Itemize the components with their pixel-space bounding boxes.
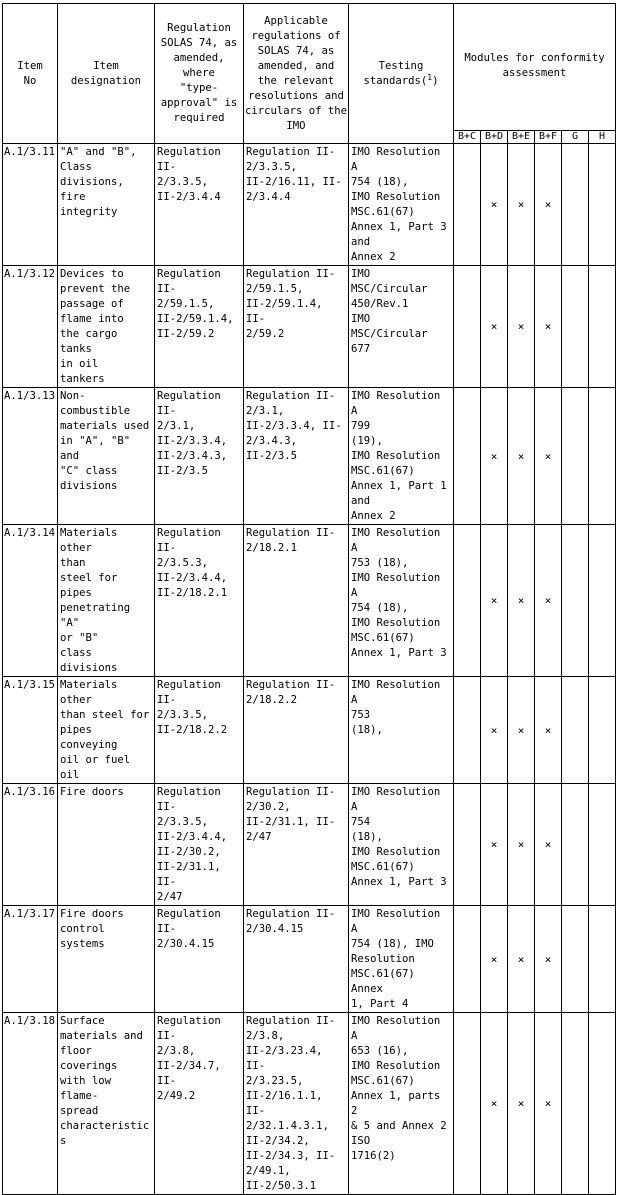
testing-standards-cell: IMO Resolution A 653 (16), IMO Resolution MSC.61(67) Annex 1, parts 2 & 5 and Annex 2 ISO 1716(2) (349, 1013, 454, 1195)
module-cell (589, 784, 616, 906)
cross-mark-icon: × (544, 723, 552, 737)
module-cell (454, 266, 481, 388)
header-modules: Modules for conformity assessment (454, 4, 616, 131)
cross-mark-icon: × (490, 952, 498, 966)
module-cell (535, 266, 562, 388)
module-cell (562, 388, 589, 525)
item-no-cell: A.1/3.11 (3, 144, 58, 266)
module-cell (508, 388, 535, 525)
applicable-regulations-cell: Regulation II- 2/3.1, II-2/3.3.4, II- 2/3.4.3, II-2/3.5 (244, 388, 349, 525)
item-no-cell: A.1/3.16 (3, 784, 58, 906)
cross-mark-icon: × (544, 1097, 552, 1110)
applicable-regulations-cell: Regulation II- 2/59.1.5, II-2/59.1.4, II- 2/59.2 (244, 266, 349, 388)
module-cell (508, 525, 535, 677)
testing-standards-cell: IMO Resolution A 799 (19), IMO Resolution MSC.61(67) Annex 1, Part 1 and Annex 2 (349, 388, 454, 525)
regulation-cell: Regulation II- 2/3.8, II-2/34.7, II- 2/49.2 (155, 1013, 244, 1195)
table-row (3, 906, 616, 1013)
cross-mark-icon: × (517, 320, 525, 333)
table-row (3, 388, 616, 525)
item-no-cell: A.1/3.17 (3, 906, 58, 1013)
item-designation-cell: Devices to prevent the passage of flame into the cargo tanks in oil tankers (58, 266, 155, 388)
module-cell (535, 388, 562, 525)
item-designation-cell: Surface materials and floor coverings with low flame- spread characteristics (58, 1013, 155, 1195)
table-row (3, 784, 616, 906)
item-designation-cell: Materials other than steel for pipes conveying oil or fuel oil (58, 677, 155, 784)
applicable-regulations-cell: Regulation II- 2/18.2.2 (244, 677, 349, 784)
testing-standards-cell: IMO MSC/Circular 450/Rev.1 IMO MSC/Circular 677 (349, 266, 454, 388)
regulation-cell: Regulation II- 2/30.4.15 (155, 906, 244, 1013)
testing-standards-cell: IMO Resolution A 754 (18), IMO Resolution MSC.61(67) Annex 1, Part 3 and Annex 2 (349, 144, 454, 266)
cross-mark-icon: × (517, 1097, 525, 1110)
module-cell (508, 677, 535, 784)
cross-mark-icon: × (544, 952, 552, 966)
header-applicable-regulations: Applicable regulations of SOLAS 74, as amended, and the relevant resolutions and circulars of the IMO (244, 4, 349, 144)
header-item-designation: Item designation (58, 4, 155, 144)
table-row (3, 525, 616, 677)
module-cell (481, 906, 508, 1013)
module-cell (454, 1013, 481, 1195)
table-row (3, 1013, 616, 1195)
cross-mark-icon: × (490, 320, 498, 333)
module-cell (589, 1013, 616, 1195)
regulation-cell: Regulation II- 2/3.3.5, II-2/3.4.4 (155, 144, 244, 266)
table-row (3, 144, 616, 266)
module-cell (535, 906, 562, 1013)
module-cell (481, 784, 508, 906)
module-cell (454, 525, 481, 677)
item-designation-cell: Non-combustible materials used in "A", "B" and "C" class divisions (58, 388, 155, 525)
item-no-cell: A.1/3.13 (3, 388, 58, 525)
cross-mark-icon: × (544, 449, 552, 463)
cross-mark-icon: × (517, 838, 525, 851)
module-cell (508, 784, 535, 906)
module-cell (508, 1013, 535, 1195)
module-cell (481, 677, 508, 784)
cross-mark-icon: × (490, 723, 498, 737)
table-body (3, 144, 616, 1195)
module-label-bc: B+C (454, 131, 481, 144)
cross-mark-icon: × (544, 594, 552, 607)
cross-mark-icon: × (490, 838, 498, 851)
module-cell (562, 906, 589, 1013)
module-cell (454, 784, 481, 906)
module-cell (454, 906, 481, 1013)
testing-standards-cell: IMO Resolution A 753 (18), IMO Resolution A 754 (18), IMO Resolution MSC.61(67) Annex 1, Part 3 (349, 525, 454, 677)
item-designation-cell: Materials other than steel for pipes penetrating "A" or "B" class divisions (58, 525, 155, 677)
module-cell (508, 906, 535, 1013)
item-designation-cell: Fire doors (58, 784, 155, 906)
module-cell (589, 144, 616, 266)
module-cell (508, 144, 535, 266)
module-cell (589, 525, 616, 677)
module-label-bd: B+D (481, 131, 508, 144)
module-cell (481, 388, 508, 525)
module-cell (508, 266, 535, 388)
applicable-regulations-cell: Regulation II- 2/3.3.5, II-2/16.11, II- 2/3.4.4 (244, 144, 349, 266)
module-cell (589, 266, 616, 388)
header-item-no: Item No (3, 4, 58, 144)
module-cell (589, 388, 616, 525)
regulation-cell: Regulation II- 2/3.1, II-2/3.3.4, II-2/3.4.3, II-2/3.5 (155, 388, 244, 525)
item-no-cell: A.1/3.14 (3, 525, 58, 677)
regulation-cell: Regulation II- 2/3.5.3, II-2/3.4.4, II-2/18.2.1 (155, 525, 244, 677)
module-cell (535, 525, 562, 677)
item-designation-cell: "A" and "B", Class divisions, fire integrity (58, 144, 155, 266)
item-no-cell: A.1/3.12 (3, 266, 58, 388)
applicable-regulations-cell: Regulation II- 2/30.2, II-2/31.1, II- 2/47 (244, 784, 349, 906)
regulation-cell: Regulation II- 2/59.1.5, II-2/59.1.4, II-2/59.2 (155, 266, 244, 388)
cross-mark-icon: × (544, 838, 552, 851)
module-cell (481, 266, 508, 388)
testing-standards-cell: IMO Resolution A 754 (18), IMO Resolution MSC.61(67) Annex 1, Part 4 (349, 906, 454, 1013)
regulation-cell: Regulation II- 2/3.3.5, II-2/3.4.4, II-2/30.2, II-2/31.1, II- 2/47 (155, 784, 244, 906)
applicable-regulations-cell: Regulation II- 2/30.4.15 (244, 906, 349, 1013)
cross-mark-icon: × (544, 320, 552, 333)
module-cell (562, 677, 589, 784)
module-cell (562, 266, 589, 388)
applicable-regulations-cell: Regulation II- 2/3.8, II-2/3.23.4, II- 2/3.23.5, II-2/16.1.1, II-2/32.1.4.3.1, II-2/34.2, II-2/34.3, II- 2/49.1, II-2/50.3.1 (244, 1013, 349, 1195)
testing-standards-cell: IMO Resolution A 754 (18), IMO Resolution MSC.61(67) Annex 1, Part 3 (349, 784, 454, 906)
item-designation-cell: Fire doors control systems (58, 906, 155, 1013)
module-cell (454, 388, 481, 525)
module-cell (454, 677, 481, 784)
applicable-regulations-cell: Regulation II- 2/18.2.1 (244, 525, 349, 677)
cross-mark-icon: × (490, 1097, 498, 1110)
conformity-table (2, 3, 616, 1195)
table-row (3, 266, 616, 388)
cross-mark-icon: × (544, 198, 552, 211)
cross-mark-icon: × (490, 198, 498, 211)
module-cell (481, 525, 508, 677)
module-label-h: H (589, 131, 616, 144)
cross-mark-icon: × (517, 594, 525, 607)
module-cell (481, 1013, 508, 1195)
cross-mark-icon: × (517, 449, 525, 463)
cross-mark-icon: × (517, 198, 525, 211)
module-cell (562, 1013, 589, 1195)
cross-mark-icon: × (517, 723, 525, 737)
header-row (3, 4, 616, 131)
module-cell (535, 677, 562, 784)
module-cell (535, 784, 562, 906)
cross-mark-icon: × (490, 449, 498, 463)
module-cell (562, 784, 589, 906)
module-cell (562, 144, 589, 266)
testing-standards-cell: IMO Resolution A 753 (18), (349, 677, 454, 784)
cross-mark-icon: × (517, 952, 525, 966)
item-no-cell: A.1/3.15 (3, 677, 58, 784)
module-cell (562, 525, 589, 677)
module-label-bf: B+F (535, 131, 562, 144)
module-cell (589, 906, 616, 1013)
item-no-cell: A.1/3.18 (3, 1013, 58, 1195)
module-label-be: B+E (508, 131, 535, 144)
header-regulation: Regulation SOLAS 74, as amended, where "type- approval" is required (155, 4, 244, 144)
header-testing-standards: Testing standards($^1$) (349, 4, 454, 144)
cross-mark-icon: × (490, 594, 498, 607)
module-cell (589, 677, 616, 784)
module-cell (535, 144, 562, 266)
footnote-marker: 1 (427, 72, 433, 82)
module-label-g: G (562, 131, 589, 144)
module-cell (454, 144, 481, 266)
table-row (3, 677, 616, 784)
module-cell (535, 1013, 562, 1195)
module-cell (481, 144, 508, 266)
regulation-cell: Regulation II- 2/3.3.5, II-2/18.2.2 (155, 677, 244, 784)
